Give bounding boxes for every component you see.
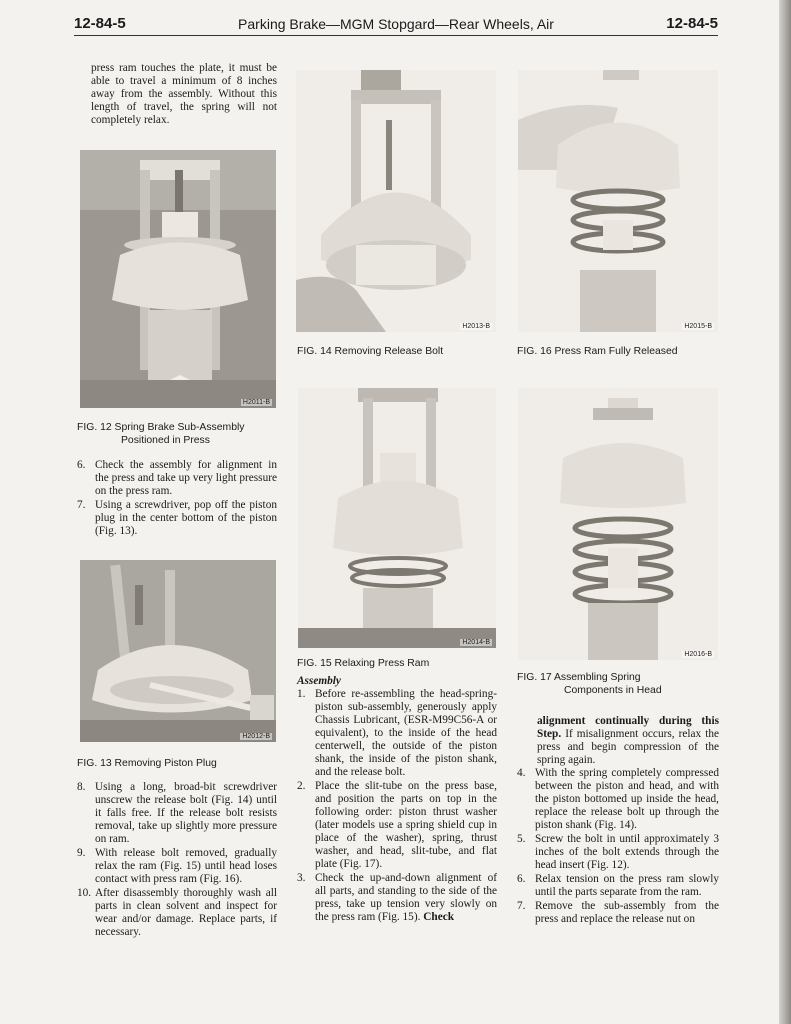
col1-steps-a	[77, 459, 277, 539]
col1a-step	[77, 499, 277, 538]
assembly-step-number: 1.	[297, 688, 306, 700]
book-spine-shadow	[779, 0, 791, 1024]
fig13-photo	[80, 560, 276, 742]
assembly-step	[297, 872, 497, 924]
col1b-step-number: 8.	[77, 781, 86, 793]
page-number-left: 12-84-5	[74, 15, 126, 32]
fig16-illustration	[518, 70, 718, 332]
assembly-step	[297, 688, 497, 779]
fig17-caption	[517, 671, 717, 697]
fig13-caption: FIG. 13 Removing Piston Plug	[77, 758, 217, 769]
col3-step-number: 6.	[517, 873, 526, 885]
fig17-caption-line1: FIG. 17 Assembling Spring	[517, 672, 641, 683]
col3-step	[517, 873, 719, 899]
col3-step-text: Relax tension on the press ram slowly until the parts separate from the ram.	[535, 873, 719, 898]
col3-continuation-rest: If misalignment occurs, relax the press and begin compression of the spring again.	[537, 728, 719, 766]
fig15-code: H2014-B	[462, 639, 490, 646]
col1-steps-b	[77, 781, 277, 940]
fig17-illustration	[518, 388, 718, 660]
col1b-step-text: Using a long, broad-bit screwdriver unscrew the release bolt (Fig. 14) until it falls free. If the release bolt resists removal, take up slightly more pressure on ram.	[95, 781, 277, 845]
col3-step-number: 4.	[517, 767, 526, 779]
fig14-caption: FIG. 14 Removing Release Bolt	[297, 346, 444, 357]
fig14-photo	[296, 70, 496, 332]
assembly-heading: Assembly	[297, 675, 341, 687]
fig16-code: H2015-B	[684, 323, 712, 330]
col3-step-number: 7.	[517, 900, 526, 912]
col1a-step-number: 7.	[77, 499, 86, 511]
fig17-code: H2016-B	[684, 651, 712, 658]
fig12-caption	[77, 421, 277, 447]
assembly-step-bold-tail: Check	[423, 911, 455, 923]
assembly-section	[297, 675, 497, 925]
col1b-step-text: With release bolt removed, gradually relax the ram (Fig. 15) until head loses contact with press ram (Fig. 16).	[95, 847, 277, 885]
fig16-caption: FIG. 16 Press Ram Fully Released	[517, 346, 678, 357]
fig12-code: H2011-B	[242, 399, 270, 406]
col1b-step-text: After disassembly thoroughly wash all parts in clean solvent and inspect for wear and/or damage. Replace parts, if necessary.	[95, 887, 277, 938]
assembly-step	[297, 780, 497, 871]
fig12-illustration	[80, 150, 276, 408]
col1a-step	[77, 459, 277, 498]
col1b-step	[77, 781, 277, 846]
fig17-photo	[518, 388, 718, 660]
fig12-caption-line2: Positioned in Press	[121, 435, 210, 446]
fig12-photo	[80, 150, 276, 408]
assembly-step-text: Place the slit-tube on the press base, and position the parts on top in the following order: piston thrust washer (later models use a spring shield cup in place of the washer), spring, thrust washer, and head, slit-tube, and flat plate (Fig. 17).	[315, 780, 497, 870]
fig14-code: H2013-B	[462, 323, 490, 330]
col3-step-text: Screw the bolt in until approximately 3 inches of the bolt extends through the head insert (Fig. 12).	[535, 833, 719, 871]
col1b-step-number: 10.	[77, 887, 92, 899]
col3-step-text: With the spring completely compressed between the piston and head, and with the piston bottomed up inside the head, replace the release bolt up through the piston shank (Fig. 14).	[535, 767, 719, 831]
fig16-photo	[518, 70, 718, 332]
assembly-step-text: Check the up-and-down alignment of all parts, and standing to the side of the press, take up tension very slowly on the press ram (Fig. 15).	[315, 872, 497, 923]
fig13-code: H2012-B	[242, 733, 270, 740]
col1a-step-number: 6.	[77, 459, 86, 471]
col3-step	[517, 900, 719, 926]
col3-text	[517, 715, 719, 927]
col3-continuation	[517, 715, 719, 767]
fig15-photo	[298, 388, 496, 648]
fig17-caption-line2: Components in Head	[564, 685, 662, 696]
assembly-step-number: 2.	[297, 780, 306, 792]
assembly-step-text: Before re-assembling the head-spring-piston sub-assembly, generously apply Chassis Lubricant, (ESR-M99C56-A or equivalent), to the inside of the head centerwell, the outside of the piston shank, the inside of the piston shank, and the release bolt.	[315, 688, 497, 778]
col1a-step-text: Using a screwdriver, pop off the piston plug in the center bottom of the piston (Fig. 13).	[95, 499, 277, 537]
col1a-step-text: Check the assembly for alignment in the press and take up very light pressure on the press ram.	[95, 459, 277, 497]
fig14-illustration	[296, 70, 496, 332]
col1b-step	[77, 887, 277, 939]
col3-step	[517, 833, 719, 872]
page-number-right: 12-84-5	[666, 15, 718, 32]
col3-step-number: 5.	[517, 833, 526, 845]
fig15-illustration	[298, 388, 496, 648]
col3-step-text: Remove the sub-assembly from the press and replace the release nut on	[535, 900, 719, 925]
fig13-illustration	[80, 560, 276, 742]
fig15-caption: FIG. 15 Relaxing Press Ram	[297, 658, 430, 669]
col3-step	[517, 767, 719, 832]
col3-continuation-bold: alignment continually during this Step.	[537, 715, 719, 740]
page-title: Parking Brake—MGM Stopgard—Rear Wheels, Air	[238, 16, 554, 32]
col1b-step	[77, 847, 277, 886]
col1b-step-number: 9.	[77, 847, 86, 859]
intro-paragraph: press ram touches the plate, it must be able to travel a minimum of 8 inches away from the assembly. Without this length of travel, the spring will not completely relax.	[91, 62, 277, 126]
assembly-step-number: 3.	[297, 872, 306, 884]
fig12-caption-line1: FIG. 12 Spring Brake Sub-Assembly	[77, 422, 245, 433]
page-header	[74, 14, 718, 36]
